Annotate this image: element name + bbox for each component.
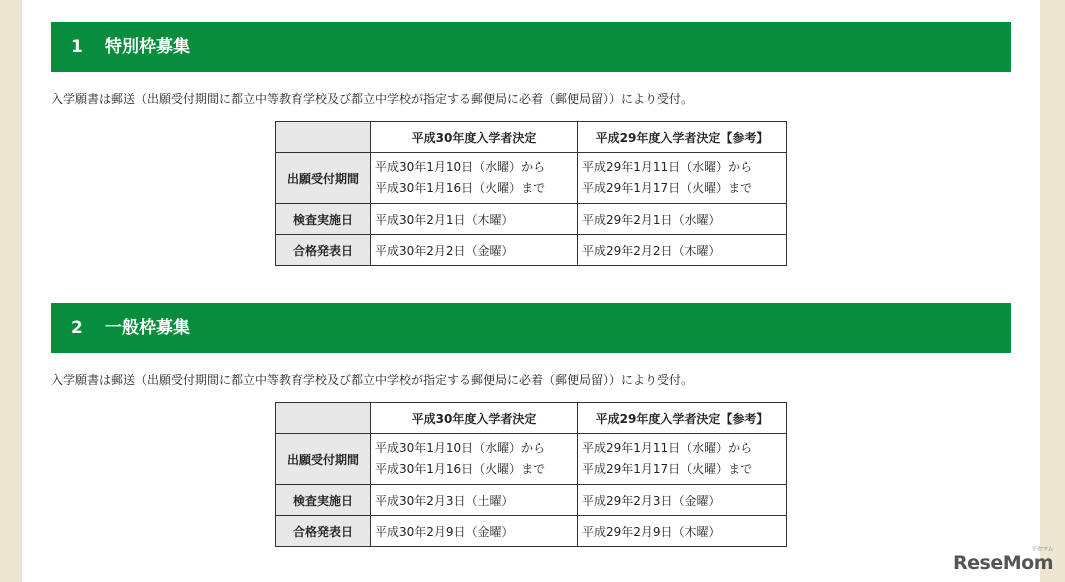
table-corner-cell: [276, 403, 371, 434]
period-end: 平成29年1月17日（火曜）まで: [582, 462, 753, 476]
section-1-schedule-table: [275, 121, 787, 266]
section-2-title: 一般枠募集: [105, 318, 190, 338]
cell-application-period-2017: [578, 434, 787, 485]
row-label-exam-date: 検査実施日: [276, 485, 371, 516]
cell-application-period-2018: [371, 434, 578, 485]
table-row: [276, 516, 787, 547]
column-header-2018: 平成30年度入学者決定: [371, 122, 578, 153]
section-1-number: 1: [71, 37, 83, 57]
table-header-row: [276, 403, 787, 434]
table-row: [276, 204, 787, 235]
cell-announcement-date-2018: 平成30年2月2日（金曜）: [371, 235, 578, 266]
section-2-number: 2: [71, 318, 83, 338]
resemom-logo: [953, 546, 1053, 574]
logo-ruby: リセマム: [1031, 546, 1053, 553]
column-header-2017: 平成29年度入学者決定【参考】: [578, 122, 787, 153]
row-label-exam-date: 検査実施日: [276, 204, 371, 235]
cell-exam-date-2017: 平成29年2月1日（水曜）: [578, 204, 787, 235]
period-start: 平成30年1月10日（水曜）から: [375, 160, 546, 174]
row-label-application-period: 出願受付期間: [276, 153, 371, 204]
period-end: 平成30年1月16日（火曜）まで: [375, 462, 546, 476]
table-row: [276, 485, 787, 516]
content-page: [22, 0, 1040, 582]
period-start: 平成29年1月11日（水曜）から: [582, 441, 753, 455]
period-end: 平成30年1月16日（火曜）まで: [375, 181, 546, 195]
cell-announcement-date-2017: 平成29年2月2日（木曜）: [578, 235, 787, 266]
cell-application-period-2018: [371, 153, 578, 204]
table-header-row: [276, 122, 787, 153]
row-label-application-period: 出願受付期間: [276, 434, 371, 485]
table-corner-cell: [276, 122, 371, 153]
section-1-intro: 入学願書は郵送（出願受付期間に都立中等教育学校及び都立中学校が指定する郵便局に必着（郵便局留））により受付。: [51, 92, 694, 106]
cell-exam-date-2018: 平成30年2月1日（木曜）: [371, 204, 578, 235]
period-start: 平成29年1月11日（水曜）から: [582, 160, 753, 174]
cell-announcement-date-2018: 平成30年2月9日（金曜）: [371, 516, 578, 547]
column-header-2018: 平成30年度入学者決定: [371, 403, 578, 434]
table-row: [276, 434, 787, 485]
period-end: 平成29年1月17日（火曜）まで: [582, 181, 753, 195]
cell-announcement-date-2017: 平成29年2月9日（木曜）: [578, 516, 787, 547]
section-2-header: [51, 303, 1011, 353]
logo-text: ReseMom: [953, 552, 1053, 574]
cell-application-period-2017: [578, 153, 787, 204]
table-row: [276, 153, 787, 204]
section-1-title: 特別枠募集: [105, 37, 190, 57]
cell-exam-date-2017: 平成29年2月3日（金曜）: [578, 485, 787, 516]
cell-exam-date-2018: 平成30年2月3日（土曜）: [371, 485, 578, 516]
table-row: [276, 235, 787, 266]
row-label-announcement-date: 合格発表日: [276, 516, 371, 547]
column-header-2017: 平成29年度入学者決定【参考】: [578, 403, 787, 434]
section-2-schedule-table: [275, 402, 787, 547]
section-2-intro: 入学願書は郵送（出願受付期間に都立中等教育学校及び都立中学校が指定する郵便局に必着（郵便局留））により受付。: [51, 373, 694, 387]
period-start: 平成30年1月10日（水曜）から: [375, 441, 546, 455]
section-1-header: [51, 22, 1011, 72]
row-label-announcement-date: 合格発表日: [276, 235, 371, 266]
